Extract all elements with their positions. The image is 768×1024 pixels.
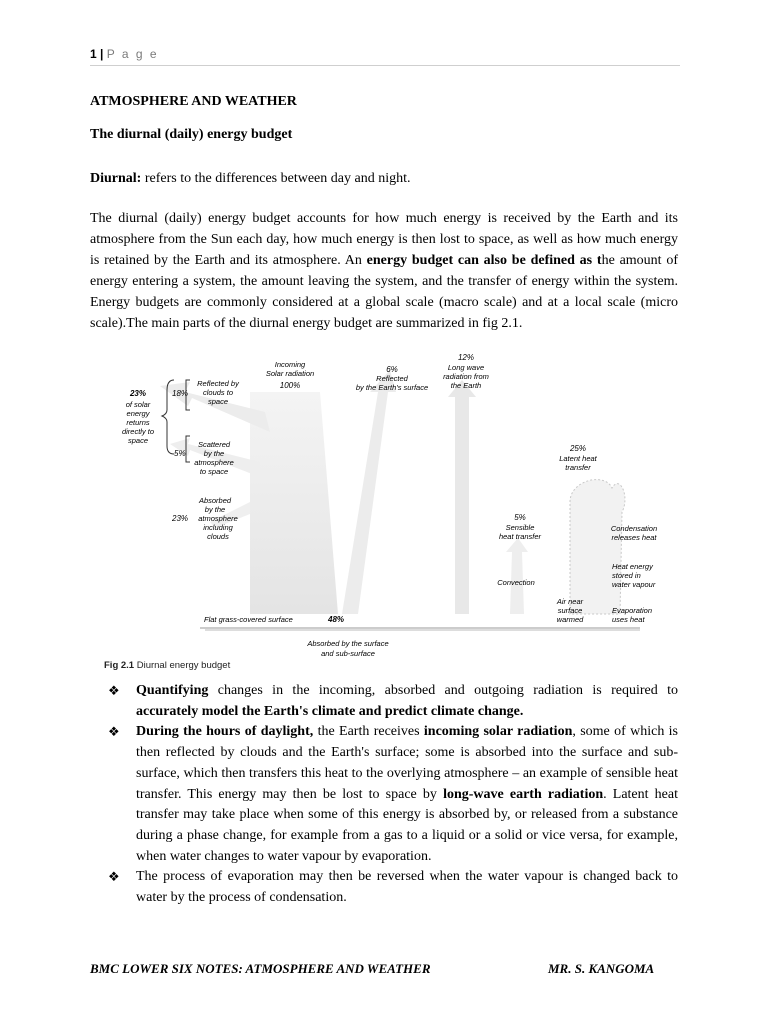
bullet-text: the Earth receives [313, 724, 424, 740]
label-absorb-1: Absorbed [198, 496, 232, 505]
section-subtitle: The diurnal (daily) energy budget [90, 127, 293, 142]
bullet-text: changes in the incoming, absorbed and outgoing radiation is required to [208, 683, 678, 698]
label-scatter-1: Scattered [197, 440, 231, 449]
paragraph-bold: energy budget can also be defined as t [366, 253, 602, 268]
caption-text: Diurnal energy budget [134, 660, 231, 671]
footer-right: MR. S. KANGOMA [548, 961, 655, 976]
label-surface: Flat grass-covered surface [204, 615, 293, 624]
label-total-3: returns [126, 418, 150, 427]
longwave-arrow [448, 380, 476, 614]
label-absorbed-surface-2: and sub-surface [321, 649, 375, 658]
figure-caption [104, 660, 230, 671]
label-convection: Convection [497, 578, 535, 587]
intro-paragraph [90, 208, 678, 334]
label-clouds-2: clouds to [202, 388, 234, 397]
caption-label: Fig 2.1 [104, 660, 135, 671]
label-total-2: energy [126, 409, 150, 418]
label-scatter-2: by the [203, 449, 225, 458]
bullet-item [108, 722, 678, 867]
label-air-1: Air near [556, 597, 584, 606]
label-evap-2: uses heat [612, 615, 645, 624]
footer-left: BMC LOWER SIX NOTES: ATMOSPHERE AND WEATHER [90, 961, 431, 976]
label-total-4: directly to [121, 427, 155, 436]
label-absorbed-surface-1: Absorbed by the surface [307, 639, 389, 648]
label-clouds-3: space [207, 397, 229, 406]
energy-budget-diagram [100, 352, 680, 660]
bullet-item [108, 867, 678, 908]
label-sensible-1: Sensible [505, 523, 535, 532]
definition-term: Diurnal: [90, 171, 142, 186]
label-incoming-pct: 100% [279, 381, 301, 390]
label-surface-pct: 48% [328, 615, 345, 624]
label-air-2: surface [557, 606, 583, 615]
reflected-surface-arrow [342, 370, 396, 614]
label-absorb-2: by the [204, 505, 226, 514]
label-latent-1: Latent heat [559, 454, 597, 463]
paragraph-part2: he amount of energy entering a system, the amount leaving the system, and the transfer of energy within the system. Energy budgets are commonly considered at a global scale (macro scale) and at a local scale (micro scale).The main parts of the diurnal energy budget are summarized in fig 2.1. [90, 253, 679, 331]
label-condense-1: Condensation [610, 524, 658, 533]
bullet-mark-icon: ❖ [108, 683, 120, 698]
sensible-arrow [506, 538, 528, 614]
label-long-1: Long wave [447, 363, 485, 372]
label-absorb-pct: 23% [172, 514, 189, 523]
bullet-text: . Latent heat transfer may take place when some of this energy is absorbed by, or released from a substance during a phase change, for example from a gas to a liquid or a solid or vice versa, for example, when water changes to water vapour by evaporation. [136, 786, 678, 864]
bullet-bold: Quantifying [136, 683, 209, 698]
label-evap-1: Evaporation [612, 606, 653, 615]
label-absorb-3: atmosphere [198, 514, 238, 523]
label-stored-3: water vapour [612, 580, 656, 589]
label-reflect-1: Reflected [376, 374, 408, 383]
bullet-bold: During the hours of daylight, [136, 724, 314, 740]
label-scatter-4: to space [199, 467, 229, 476]
page-separator: | [100, 47, 104, 61]
definition-text: refers to the differences between day and night. [141, 171, 411, 186]
label-reflect-2: by the Earth's surface [355, 383, 429, 392]
label-scatter-3: atmosphere [194, 458, 234, 467]
paragraph-part1: The diurnal (daily) energy budget accounts for how much energy is received by the Earth and its atmosphere from the Sun each day, how much energy is then lost to space, as well as how much energy is retained by the Earth and its atmosphere. An [90, 211, 678, 268]
latent-arrow [570, 480, 625, 614]
label-incoming-1: Incoming [274, 360, 306, 369]
page-number: 1 [90, 47, 97, 61]
label-long-2: radiation from [443, 372, 489, 381]
label-condense-2: releases heat [611, 533, 657, 542]
bullet-bold: long-wave earth radiation [443, 786, 604, 802]
label-scatter-pct: 5% [174, 449, 186, 458]
label-total-1: of solar [125, 400, 151, 409]
label-latent-pct: 25% [569, 444, 587, 453]
bullet-text: The process of evaporation may then be reversed when the water vapour is changed back to water by the process of condensation. [136, 869, 678, 906]
label-total-pct: 23% [129, 389, 147, 398]
document-title: ATMOSPHERE AND WEATHER [90, 94, 297, 109]
label-sensible-2: heat transfer [498, 532, 542, 541]
bullet-item [108, 681, 678, 722]
label-air-3: warmed [556, 615, 584, 624]
label-long-pct: 12% [457, 353, 475, 362]
label-stored-1: Heat energy [612, 562, 653, 571]
page-label: P a g e [106, 47, 159, 61]
bullet-text: , some of which is then reflected by clouds and the Earth's surface; some is absorbed into the surface and sub-surface, which then transfers this heat to the overlying atmosphere – an example of sensible heat transfer. This energy may then be lost to space by [136, 724, 679, 802]
label-total-5: space [127, 436, 149, 445]
bullet-mark-icon: ❖ [108, 869, 120, 885]
label-latent-2: transfer [565, 463, 591, 472]
label-stored-2: stored in [612, 571, 641, 580]
label-sensible-pct: 5% [514, 513, 526, 522]
label-clouds-1: Reflected by [197, 379, 239, 388]
label-absorb-5: clouds [207, 532, 229, 541]
bullet-bold: incoming solar radiation [423, 724, 573, 740]
definition [90, 168, 678, 189]
label-long-3: the Earth [450, 381, 482, 390]
label-incoming-2: Solar radiation [265, 369, 315, 378]
bullet-list [108, 681, 678, 909]
label-clouds-pct: 18% [172, 389, 189, 398]
page-header [90, 47, 680, 66]
label-absorb-4: including [203, 523, 233, 532]
bullet-mark-icon: ❖ [108, 724, 120, 740]
bullet-bold: accurately model the Earth's climate and predict climate change. [136, 703, 524, 719]
label-reflect-pct: 6% [386, 365, 398, 374]
